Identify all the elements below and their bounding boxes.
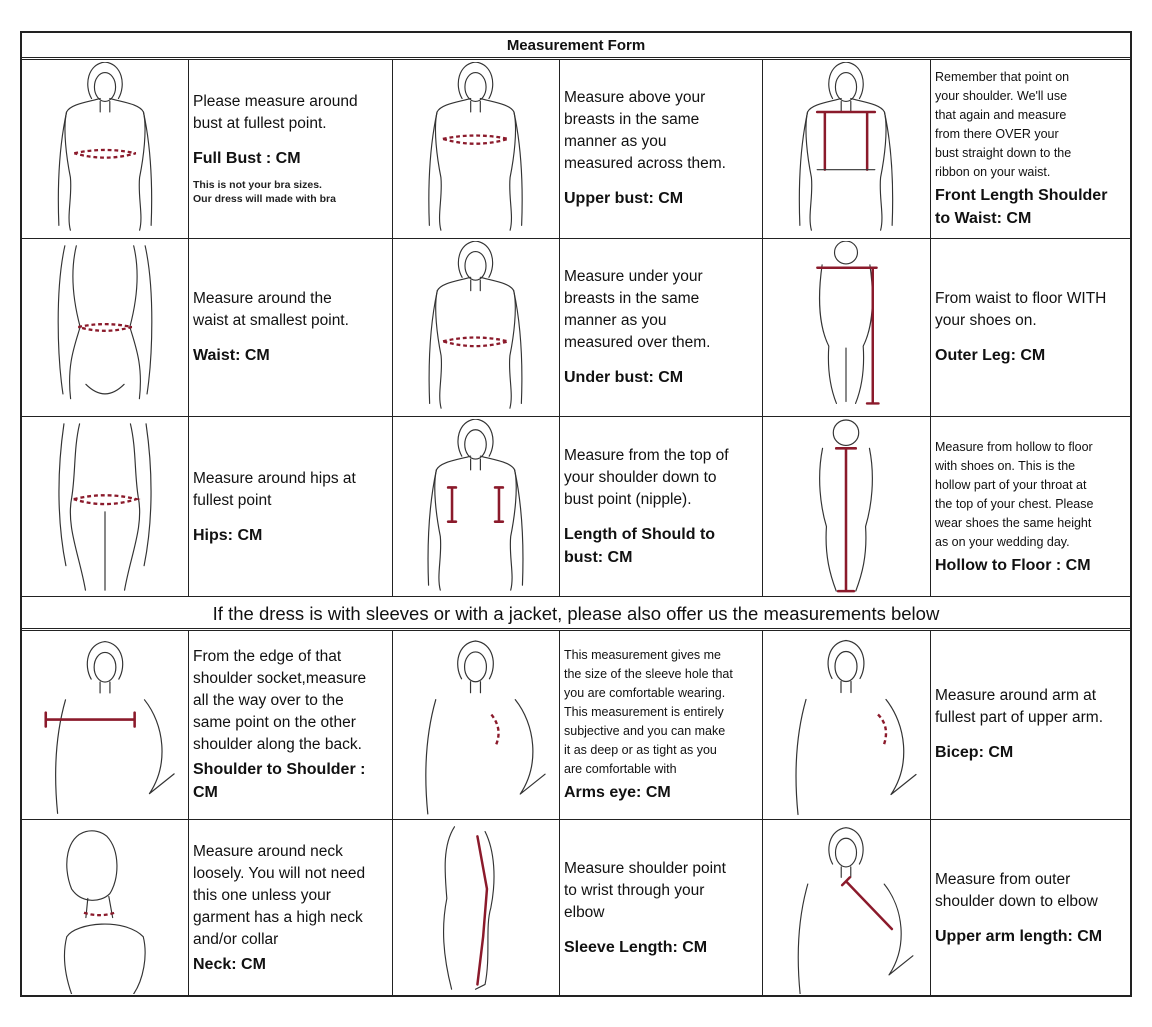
measurement-label: Length of Should to bust: CM	[564, 526, 716, 566]
measurement-description: Measure around arm at fullest part of upper arm.	[935, 687, 1103, 726]
measurement-label: Waist: CM	[193, 346, 270, 364]
measurement-label: Shoulder to Shoulder : CM	[193, 760, 366, 801]
measurement-label: Full Bust : CM	[193, 150, 301, 167]
measurement-cell	[189, 819, 391, 997]
measurement-cell	[189, 238, 391, 416]
measurement-cell	[931, 416, 1131, 598]
hollow-floor-figure	[766, 419, 926, 595]
front-length-figure	[766, 62, 926, 235]
measurement-description: This measurement gives me the size of the sleeve hole that you are comfortable wearing. This measurement is entirely subjective and you can make it as deep or as tight as you are comfortable with	[564, 647, 733, 776]
bra-size-note: This is not your bra sizes. Our dress will made with bra	[193, 179, 336, 205]
grid-line	[392, 59, 393, 596]
shoulder-shoulder-figure	[26, 633, 184, 816]
measurement-label: Hollow to Floor : CM	[935, 556, 1091, 574]
waist-figure	[26, 241, 184, 413]
neck-figure	[26, 822, 184, 994]
measurement-cell	[560, 59, 761, 238]
measurement-label: Hips: CM	[193, 526, 263, 544]
hips-figure	[26, 419, 184, 595]
measurement-cell	[560, 630, 761, 819]
measurement-cell	[189, 630, 391, 819]
measurement-cell	[931, 59, 1131, 238]
bicep-figure	[766, 633, 926, 816]
outer-leg-figure	[766, 241, 926, 413]
grid-line	[392, 630, 393, 997]
measurement-form-table	[20, 31, 1132, 997]
measurement-label: Front Length Shoulder to Waist: CM	[935, 186, 1108, 227]
measurement-cell	[189, 416, 391, 598]
measurement-cell	[931, 630, 1131, 819]
measurement-description: Measure under your breasts in the same manner as you measured over them.	[564, 267, 711, 351]
measurement-description: Remember that point on your shoulder. We'll use that again and measure from there OVER your bust straight down to the ribbon on your waist.	[935, 69, 1072, 179]
measurement-description: Measure from the top of your shoulder down to bust point (nipple).	[564, 447, 729, 508]
measurement-description: Measure above your breasts in the same manner as you measured across them.	[564, 89, 726, 172]
shoulder-bust-figure	[396, 419, 555, 595]
form-title: Measurement Form	[506, 37, 646, 54]
measurement-label: Under bust: CM	[564, 368, 684, 386]
measurement-description: Measure around hips at fullest point	[193, 469, 356, 509]
measurement-description: Measure shoulder point to wrist through your elbow	[564, 859, 726, 921]
measurement-label: Sleeve Length: CM	[564, 938, 708, 956]
measurement-cell	[560, 238, 761, 416]
grid-line	[762, 630, 763, 997]
measurement-cell	[560, 819, 761, 997]
measurement-cell	[931, 238, 1131, 416]
measurement-description: Measure around neck loosely. You will not need this one unless your garment has a high neck and/or collar	[193, 842, 366, 948]
grid-line	[762, 59, 763, 596]
measurement-label: Arms eye: CM	[564, 783, 671, 801]
measurement-cell	[560, 416, 761, 598]
measurement-label: Neck: CM	[193, 955, 266, 973]
measurement-cell	[931, 819, 1131, 997]
measurement-description: Measure from hollow to floor with shoes on. This is the hollow part of your throat at the top of your chest. Please wear shoes the same height as on your wedding day.	[935, 439, 1094, 549]
arms-eye-figure	[396, 633, 555, 816]
under-bust-figure	[396, 241, 555, 413]
measurement-label: Outer Leg: CM	[935, 346, 1046, 364]
upper-arm-figure	[766, 822, 926, 994]
upper-bust-figure	[396, 62, 555, 235]
measurement-label: Upper bust: CM	[564, 190, 684, 207]
measurement-description: Please measure around bust at fullest point.	[193, 93, 358, 132]
sleeves-note: If the dress is with sleeves or with a jacket, please also offer us the measurements below	[212, 603, 940, 624]
measurement-description: From waist to floor WITH your shoes on.	[935, 289, 1107, 329]
measurement-cell	[189, 59, 391, 238]
measurement-label: Bicep: CM	[935, 744, 1014, 761]
measurement-description: Measure around the waist at smallest point.	[193, 289, 349, 329]
bust-figure	[26, 62, 184, 235]
measurement-description: Measure from outer shoulder down to elbow	[935, 870, 1098, 910]
sleeve-length-figure	[396, 822, 555, 994]
measurement-label: Upper arm length: CM	[935, 927, 1103, 945]
measurement-description: From the edge of that shoulder socket,measure all the way over to the same point on the other shoulder along the back.	[193, 647, 367, 753]
